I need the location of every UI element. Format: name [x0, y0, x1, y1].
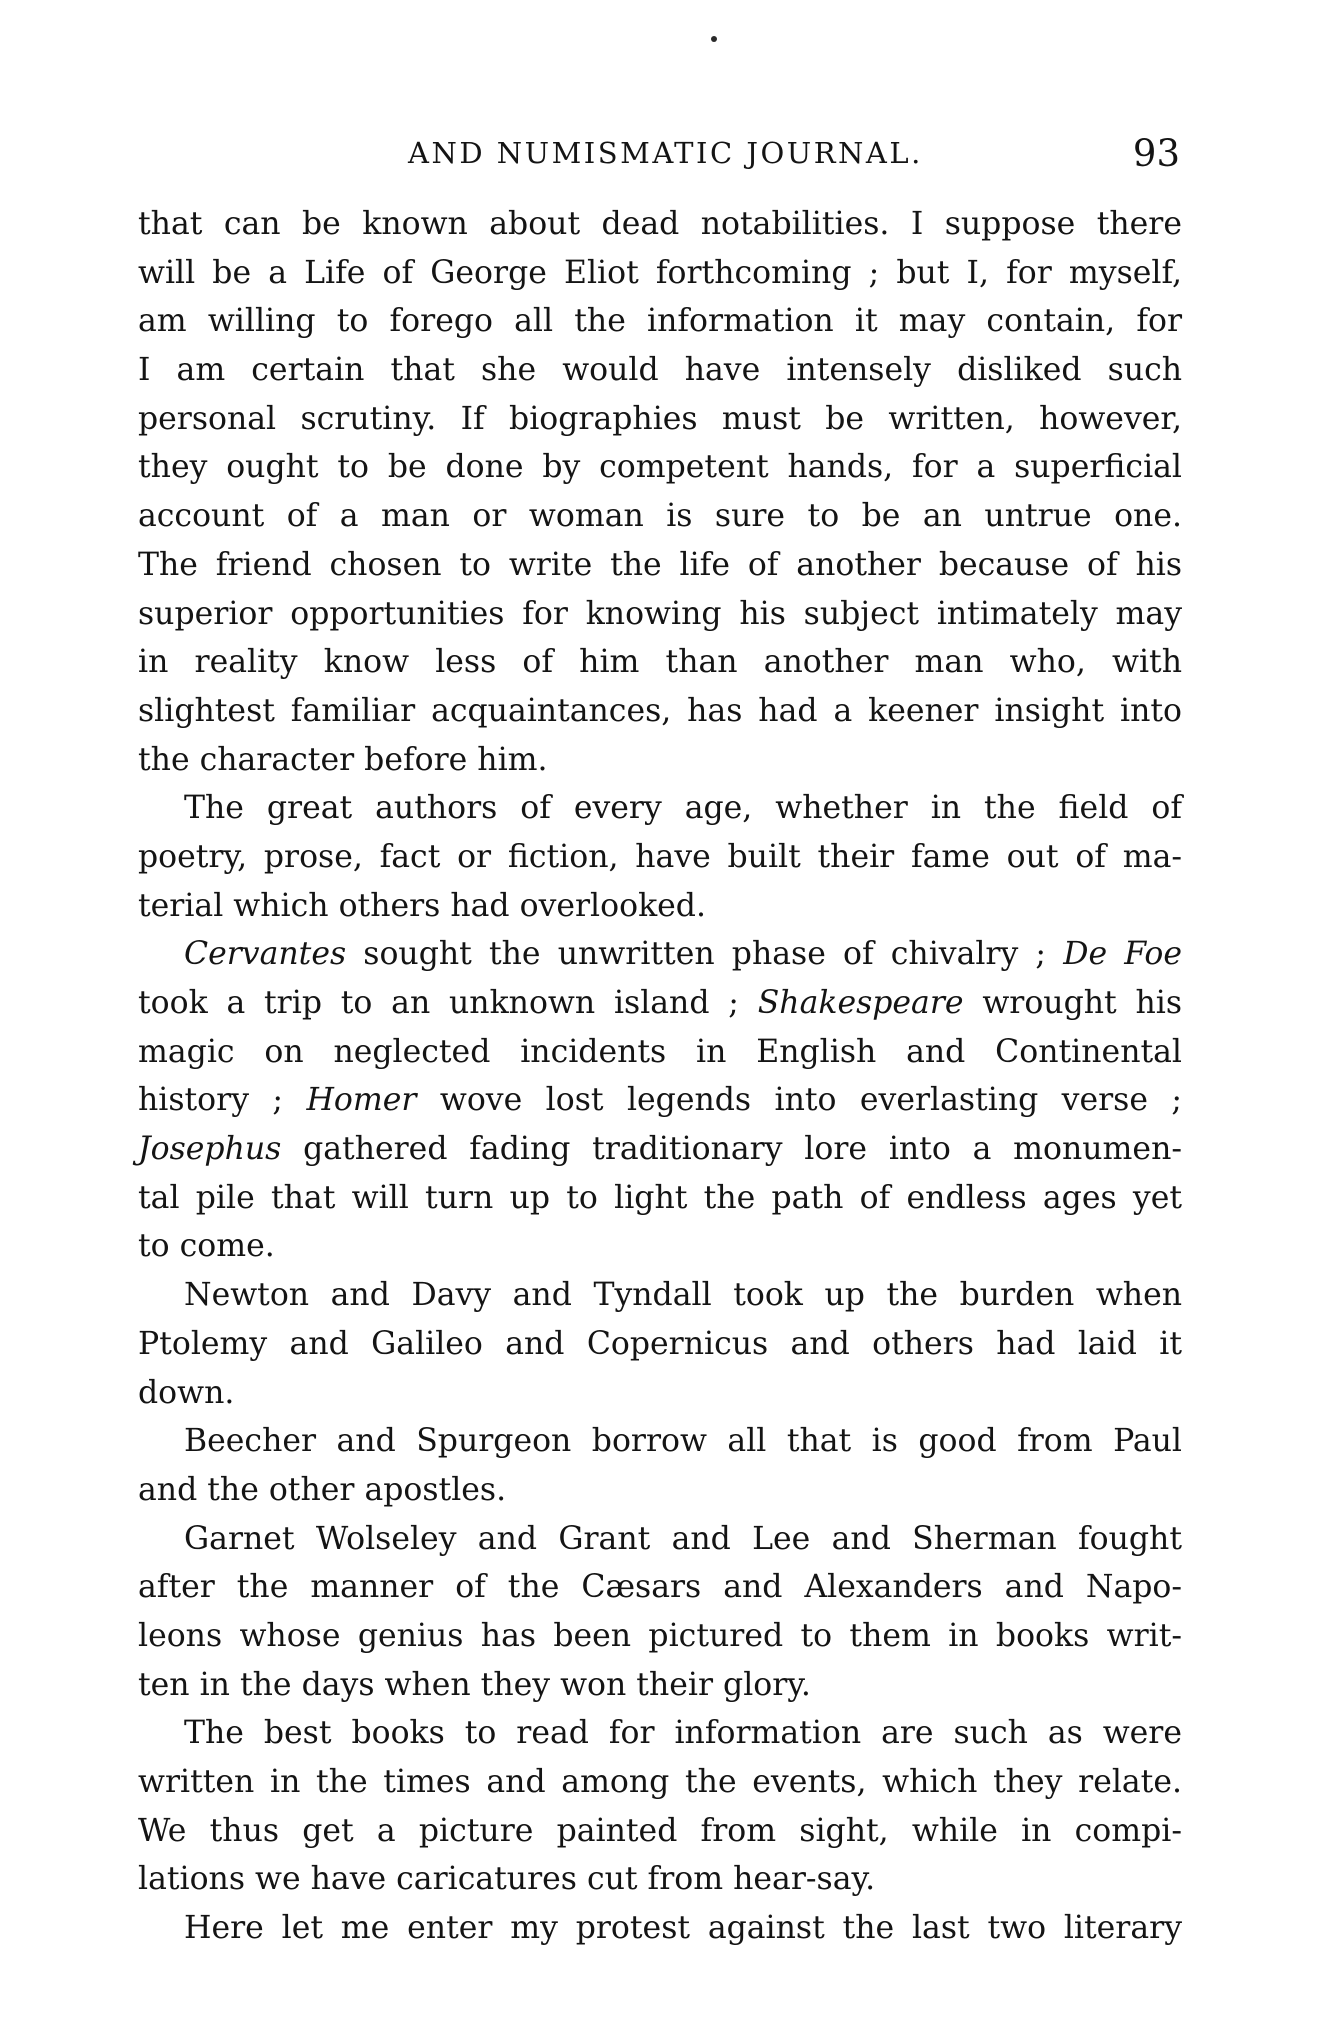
text-segment: wove lost legends into everlasting verse ;	[416, 1082, 1182, 1119]
text-line: The friend chosen to write the life of another because of his	[138, 546, 1182, 583]
text-line	[138, 1076, 1182, 1125]
text-line: personal scrutiny. If biographies must be written, however,	[138, 400, 1182, 437]
text-segment: gathered fading traditionary lore into a monumen-	[281, 1131, 1182, 1168]
text-line: am willing to forego all the information it may contain, for	[138, 303, 1182, 340]
text-line: in reality know less of him than another man who, with	[138, 644, 1182, 681]
text-line: poetry, prose, fact or fiction, have built their fame out of ma-	[138, 838, 1182, 875]
text-line: Beecher and Spurgeon borrow all that is good from Paul	[184, 1423, 1182, 1460]
running-title: AND NUMISMATIC JOURNAL.	[408, 136, 923, 170]
text-line: The great authors of every age, whether in the field of	[184, 790, 1182, 827]
text-segment: sought the unwritten phase of chivalry ;	[346, 936, 1064, 973]
text-line: the character before him.	[138, 741, 548, 778]
text-line: lations we have caricatures cut from hear-say.	[138, 1861, 876, 1898]
body-text	[138, 200, 1182, 1953]
text-line	[138, 930, 1182, 979]
text-line: down.	[138, 1374, 235, 1411]
text-line: tal pile that will turn up to light the path of endless ages yet	[138, 1179, 1182, 1216]
text-line: account of a man or woman is sure to be an untrue one.	[138, 498, 1182, 535]
text-line	[138, 979, 1182, 1028]
text-line: I am certain that she would have intensely disliked such	[138, 352, 1182, 389]
text-line: to come.	[138, 1228, 275, 1265]
text-line: and the other apostles.	[138, 1471, 507, 1508]
text-line: Newton and Davy and Tyndall took up the burden when	[184, 1277, 1182, 1314]
text-line: Ptolemy and Galileo and Copernicus and others had laid it	[138, 1325, 1182, 1362]
page-number: 93	[1132, 132, 1180, 175]
text-segment: took a trip to an unknown island ;	[138, 985, 758, 1021]
text-line: superior opportunities for knowing his subject intimately may	[138, 595, 1182, 632]
text-line: ten in the days when they won their glory.	[138, 1666, 811, 1703]
text-segment: wrought his	[963, 985, 1183, 1021]
italic-name: Shakespeare	[757, 985, 964, 1021]
text-line: they ought to be done by competent hands, for a superficial	[138, 449, 1182, 486]
text-line: leons whose genius has been pictured to them in books writ-	[138, 1617, 1182, 1654]
italic-name: Homer	[306, 1082, 417, 1119]
text-line: written in the times and among the events, which they relate.	[138, 1764, 1182, 1800]
text-line: We thus get a picture painted from sight, while in compi-	[138, 1812, 1182, 1849]
text-line: Garnet Wolseley and Grant and Lee and Sherman fought	[184, 1520, 1182, 1557]
italic-name: De Foe	[1063, 936, 1182, 973]
text-line: terial which others had overlooked.	[138, 887, 706, 924]
text-line: after the manner of the Cæsars and Alexanders and Napo-	[138, 1569, 1182, 1606]
italic-name: Josephus	[138, 1131, 282, 1168]
text-line: will be a Life of George Eliot forthcoming ; but I, for myself,	[138, 254, 1182, 291]
text-line: slightest familiar acquaintances, has had a keener insight into	[138, 692, 1182, 729]
text-line: that can be known about dead notabilities. I suppose there	[138, 206, 1182, 242]
text-line: The best books to read for information are such as were	[184, 1715, 1182, 1752]
running-head	[140, 132, 1180, 180]
text-line: Here let me enter my protest against the last two literary	[184, 1910, 1182, 1947]
text-segment: history ;	[138, 1082, 307, 1119]
text-line	[138, 1125, 1182, 1174]
text-line: magic on neglected incidents in English and Continental	[138, 1033, 1182, 1070]
printer-dot	[711, 36, 717, 42]
italic-name: Cervantes	[184, 936, 347, 973]
